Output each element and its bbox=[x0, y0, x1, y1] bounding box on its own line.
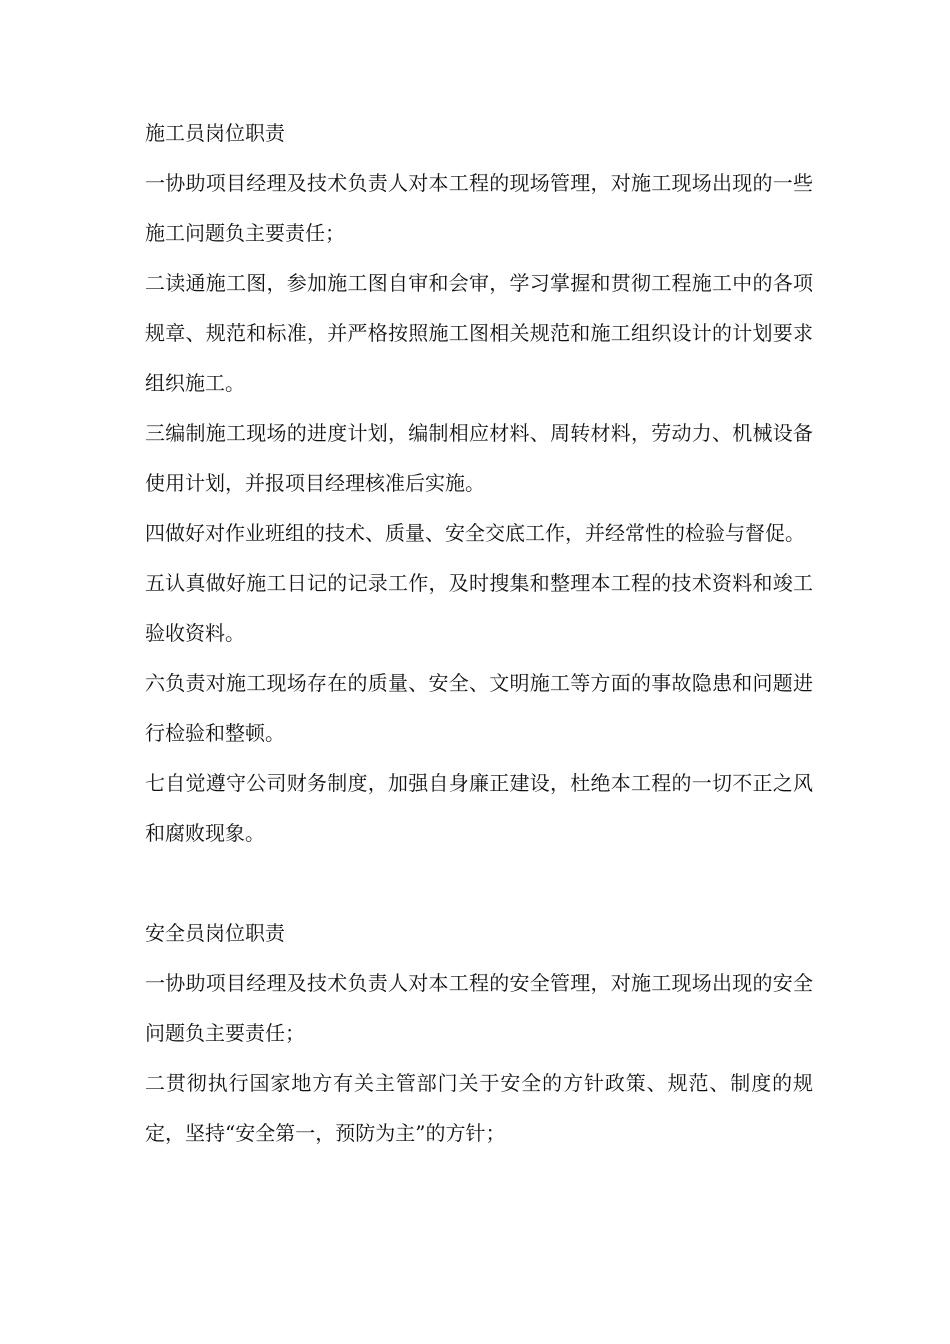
duty-item-6: 六负责对施工现场存在的质量、安全、文明施工等方面的事故隐患和问题进行检验和整顿。 bbox=[145, 671, 813, 745]
section-title: 安全员岗位职责 bbox=[145, 921, 285, 945]
section-title: 施工员岗位职责 bbox=[145, 121, 285, 145]
duty-item-4: 四做好对作业班组的技术、质量、安全交底工作，并经常性的检验与督促。 bbox=[145, 521, 805, 545]
duty-item-2: 二读通施工图，参加施工图自审和会审，学习掌握和贯彻工程施工中的各项规章、规范和标准，并严格按照施工图相关规范和施工组织设计的计划要求组织施工。 bbox=[145, 271, 813, 395]
document-page bbox=[145, 108, 813, 1158]
duty-item-3: 三编制施工现场的进度计划，编制相应材料、周转材料，劳动力、机械设备使用计划，并报项目经理核准后实施。 bbox=[145, 421, 813, 495]
duty-item-1: 一协助项目经理及技术负责人对本工程的安全管理，对施工现场出现的安全问题负主要责任； bbox=[145, 971, 813, 1045]
duty-item-2: 二贯彻执行国家地方有关主管部门关于安全的方针政策、规范、制度的规定，坚持“安全第一，预防为主”的方针； bbox=[145, 1071, 813, 1145]
section-construction-worker-duties bbox=[145, 108, 813, 858]
duty-item-5: 五认真做好施工日记的记录工作，及时搜集和整理本工程的技术资料和竣工验收资料。 bbox=[145, 571, 813, 645]
duty-item-7: 七自觉遵守公司财务制度，加强自身廉正建设，杜绝本工程的一切不正之风和腐败现象。 bbox=[145, 771, 813, 845]
section-safety-officer-duties bbox=[145, 908, 813, 1158]
duty-item-1: 一协助项目经理及技术负责人对本工程的现场管理，对施工现场出现的一些施工问题负主要责任； bbox=[145, 171, 813, 245]
